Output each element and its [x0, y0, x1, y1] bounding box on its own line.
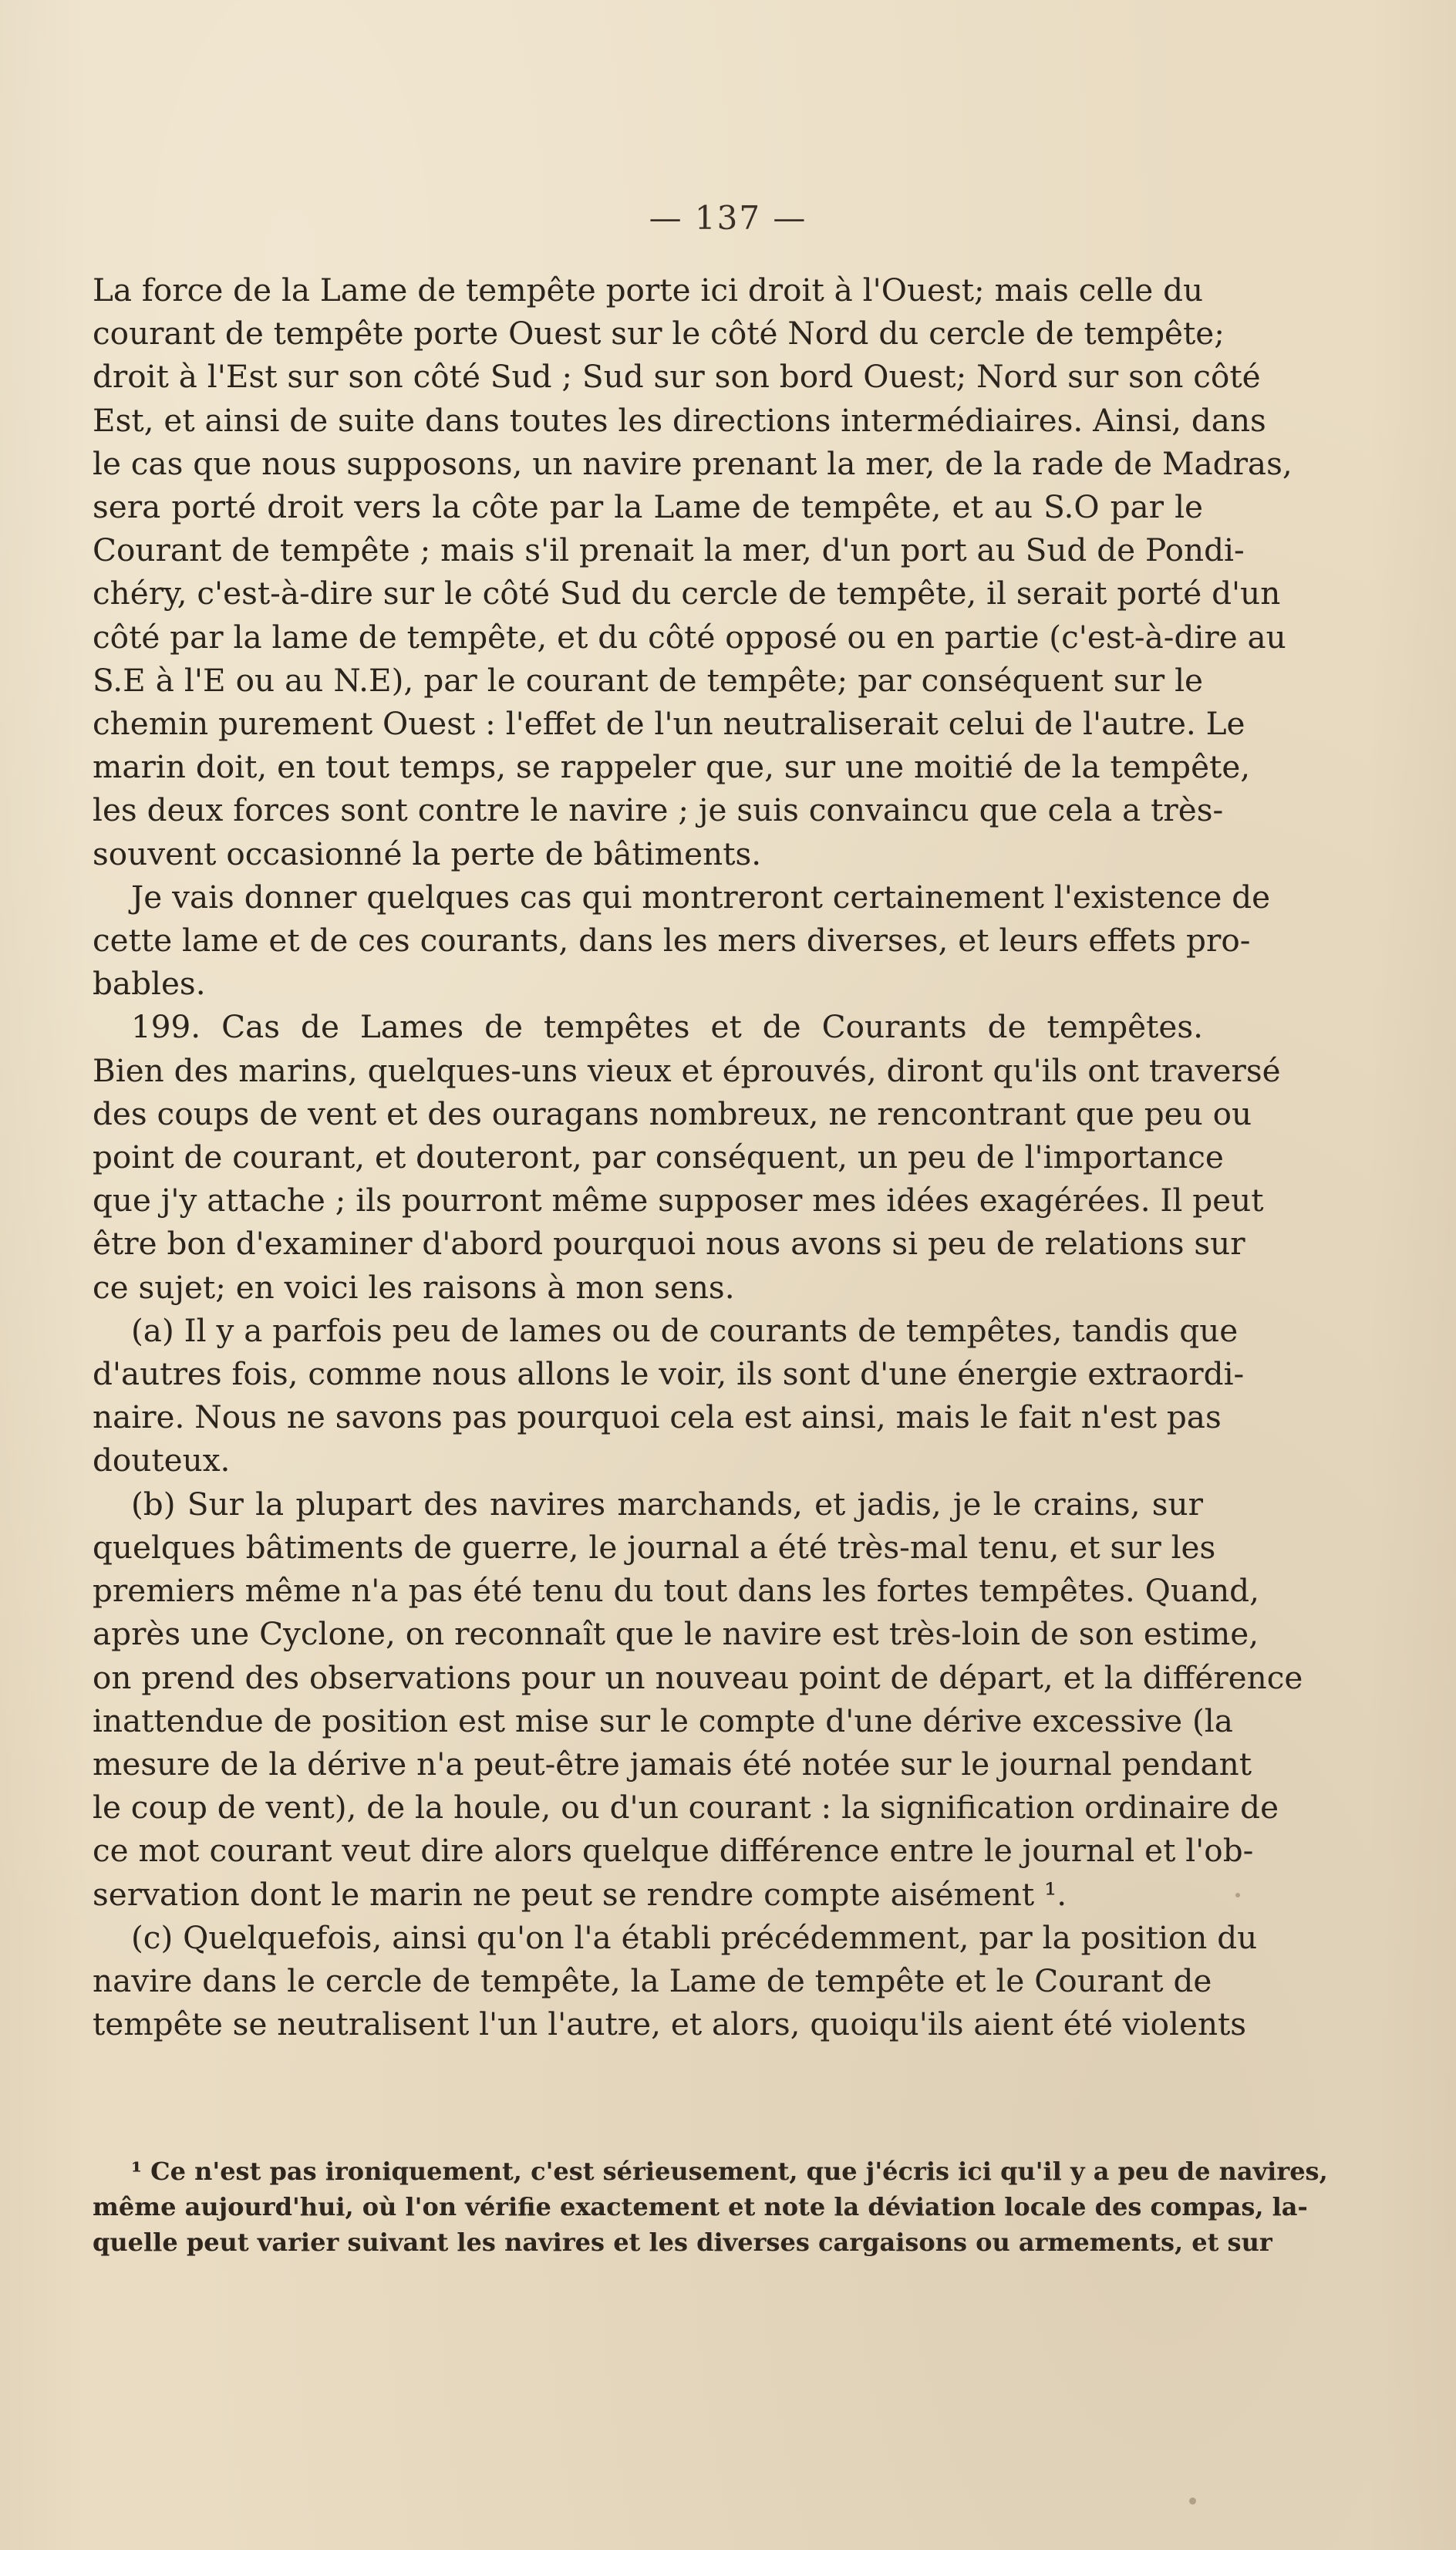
text-line: courant de tempête porte Ouest sur le côté Nord du cercle de tempête;	[93, 315, 1225, 352]
text-line: Bien des marins, quelques-uns vieux et éprouvés, diront qu'ils ont traversé	[93, 1051, 1281, 1089]
paper-speck	[1235, 1893, 1240, 1897]
text-line: chemin purement Ouest : l'effet de l'un neutraliserait celui de l'autre. Le	[93, 705, 1245, 743]
text-line: être bon d'examiner d'abord pourquoi nous avons si peu de relations sur	[93, 1225, 1245, 1263]
text-line: droit à l'Est sur son côté Sud ; Sud sur son bord Ouest; Nord sur son côté	[93, 358, 1261, 396]
paper-speck	[1189, 2498, 1196, 2504]
text-line: (b) Sur la plupart des navires marchands, et jadis, je le crains, sur	[131, 1485, 1203, 1523]
text-line: d'autres fois, comme nous allons le voir, ils sont d'une énergie extraordi-	[93, 1355, 1245, 1393]
text-line: on prend des observations pour un nouveau point de départ, et la différence	[93, 1658, 1303, 1696]
text-line: les deux forces sont contre le navire ; je suis convaincu que cela a très-	[93, 791, 1224, 829]
text-line: côté par la lame de tempête, et du côté opposé ou en partie (c'est-à-dire au	[93, 618, 1286, 656]
text-line: quelques bâtiments de guerre, le journal a été très-mal tenu, et sur les	[93, 1528, 1216, 1566]
text-line: sera porté droit vers la côte par la Lame de tempête, et au S.O par le	[93, 488, 1203, 526]
text-line: tempête se neutralisent l'un l'autre, et alors, quoiqu'ils aient été violents	[93, 2005, 1247, 2043]
text-line: ce mot courant veut dire alors quelque différence entre le journal et l'ob-	[93, 1832, 1254, 1870]
footnote-line: ¹ Ce n'est pas ironiquement, c'est sérieusement, que j'écris ici qu'il y a peu de navires,	[131, 2157, 1328, 2186]
text-line: cette lame et de ces courants, dans les mers diverses, et leurs effets pro-	[93, 922, 1251, 960]
text-line: navire dans le cercle de tempête, la Lame de tempête et le Courant de	[93, 1961, 1212, 1999]
text-line: inattendue de position est mise sur le compte d'une dérive excessive (la	[93, 1702, 1233, 1739]
section-heading: 199. Cas de Lames de tempêtes et de Courants de tempêtes.	[131, 1008, 1203, 1046]
text-line: (c) Quelquefois, ainsi qu'on l'a établi précédemment, par la position du	[131, 1918, 1258, 1956]
text-line: le coup de vent), de la houle, ou d'un courant : la signification ordinaire de	[93, 1789, 1279, 1826]
footnotes	[93, 2154, 1328, 2260]
text-line: Je vais donner quelques cas qui montreront certainement l'existence de	[131, 878, 1271, 916]
text-line: ce sujet; en voici les raisons à mon sens.	[93, 1268, 735, 1306]
text-line: Est, et ainsi de suite dans toutes les directions intermédiaires. Ainsi, dans	[93, 401, 1266, 439]
text-line: naire. Nous ne savons pas pourquoi cela est ainsi, mais le fait n'est pas	[93, 1398, 1222, 1436]
text-line: après une Cyclone, on reconnaît que le navire est très-loin de son estime,	[93, 1615, 1259, 1653]
text-line: La force de la Lame de tempête porte ici droit à l'Ouest; mais celle du	[93, 272, 1204, 309]
footnote-line: quelle peut varier suivant les navires et les diverses cargaisons ou armements, et sur	[93, 2228, 1272, 2257]
text-line: mesure de la dérive n'a peut-être jamais été notée sur le journal pendant	[93, 1745, 1252, 1783]
text-line: souvent occasionné la perte de bâtiments.	[93, 835, 762, 872]
text-line: chéry, c'est-à-dire sur le côté Sud du cercle de tempête, il serait porté d'un	[93, 575, 1281, 612]
text-line: servation dont le marin ne peut se rendre compte aisément ¹.	[93, 1875, 1067, 1913]
body-text	[93, 268, 1303, 2046]
text-line: (a) Il y a parfois peu de lames ou de courants de tempêtes, tandis que	[131, 1311, 1239, 1349]
text-line: S.E à l'E ou au N.E), par le courant de tempête; par conséquent sur le	[93, 661, 1203, 699]
text-line: marin doit, en tout temps, se rappeler que, sur une moitié de la tempête,	[93, 748, 1251, 786]
text-line: premiers même n'a pas été tenu du tout dans les fortes tempêtes. Quand,	[93, 1572, 1259, 1610]
text-line: point de courant, et douteront, par conséquent, un peu de l'importance	[93, 1138, 1224, 1176]
text-line: que j'y attache ; ils pourront même supposer mes idées exagérées. Il peut	[93, 1182, 1264, 1219]
text-line: bables.	[93, 965, 206, 1003]
text-line: des coups de vent et des ouragans nombreux, ne rencontrant que peu ou	[93, 1095, 1252, 1132]
footnote-line: même aujourd'hui, où l'on vérifie exactement et note la déviation locale des compas, la-	[93, 2192, 1308, 2221]
text-line: le cas que nous supposons, un navire prenant la mer, de la rade de Madras,	[93, 444, 1293, 482]
text-line: Courant de tempête ; mais s'il prenait la mer, d'un port au Sud de Pondi-	[93, 531, 1245, 569]
page-number: — 137 —	[649, 199, 807, 237]
text-line: douteux.	[93, 1442, 231, 1479]
